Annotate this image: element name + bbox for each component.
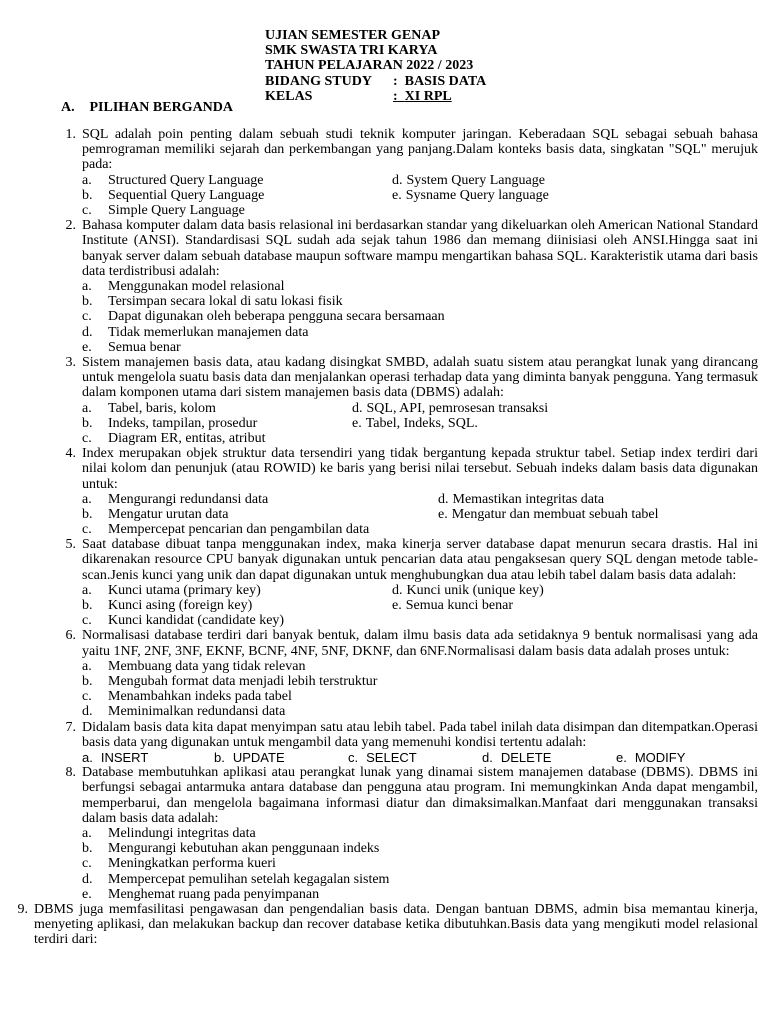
option-letter: a. (82, 826, 92, 841)
option-row (82, 325, 768, 340)
question-5 (0, 537, 768, 628)
option-row (82, 613, 768, 628)
option-text: Melindungi integritas data (108, 826, 256, 841)
option-letter: e. (82, 339, 92, 355)
question-number: 7. (65, 719, 76, 735)
option-d (392, 583, 544, 598)
option-c (348, 750, 482, 765)
answer-options (82, 826, 768, 902)
option-text: Mengubah format data menjadi lebih terstruktur (108, 674, 378, 690)
option-text: Tidak memerlukan manajemen data (108, 324, 309, 340)
question-number: 1. (65, 127, 76, 142)
question-text: Database membutuhkan aplikasi atau perangkat lunak yang dinamai sistem manajemen database (DBMS). DBMS ini berfungsi sebagai antarmuka antara database dan pengguna atau program. Ini memungkinkan Anda dapat mengambil, memperbarui, dan mengelola bagaimana informasi diatur dan dimaksimalkan.Manfaat dari menggunakan transaksi dalam basis data adalah: (82, 765, 758, 826)
option-text: Kunci utama (primary key) (108, 582, 261, 598)
option-text: Menggunakan model relasional (108, 278, 285, 294)
answer-options (82, 173, 768, 219)
question-text: Normalisasi database terdiri dari banyak bentuk, dalam ilmu basis data ada setidaknya 9 bentuk normalisasi yang ada yaitu 1NF, 2NF, 3NF, EKNF, BCNF, 4NF, 5NF, DKNF, dan 6NF.Normalisasi dalam basis data adalah proses untuk: (82, 628, 758, 659)
question-text: Saat database dibuat tanpa menggunakan index, maka kinerja server database dapat menurun secara drastis. Hal ini dikarenakan resource CPU banyak digunakan untuk pencarian data atau pengaksesan query SQL dengan metode table-scan.Jenis kunci yang unik dan dapat digunakan untuk menghubungkan dua atau lebih tabel dalam basis data adalah: (82, 537, 758, 583)
option-d (82, 704, 285, 719)
answer-options (82, 401, 768, 447)
option-e (82, 887, 319, 902)
option-row (82, 872, 768, 887)
option-text: Menambahkan indeks pada tabel (108, 689, 292, 705)
option-row (82, 416, 768, 431)
option-e (352, 416, 478, 431)
question-7 (0, 720, 768, 766)
question-4 (0, 446, 768, 537)
option-c (82, 522, 438, 537)
option-row (82, 431, 768, 446)
question-number: 6. (65, 628, 76, 644)
school-name: SMK SWASTA TRI KARYA (265, 43, 438, 59)
option-text: Kunci kandidat (candidate key) (108, 613, 285, 629)
option-a (82, 279, 285, 294)
option-text: Mempercepat pencarian dan pengambilan data (108, 522, 370, 538)
option-letter: e. (616, 750, 627, 765)
option-letter: c. (82, 202, 92, 218)
option-text: Sysname Query language (405, 187, 549, 203)
answer-options (82, 583, 768, 629)
option-text: Menghemat ruang pada penyimpanan (108, 886, 320, 902)
class-row (265, 89, 486, 104)
option-text: Semua benar (108, 339, 181, 355)
option-d (352, 401, 548, 416)
option-a (82, 826, 256, 841)
question-number: 5. (65, 537, 76, 553)
option-text: Memastikan integritas data (452, 491, 605, 507)
option-text: Membuang data yang tidak relevan (108, 658, 306, 674)
option-letter: b. (214, 750, 225, 765)
option-letter: d. (392, 582, 403, 598)
option-row (82, 841, 768, 856)
option-letter: a. (82, 491, 92, 507)
option-b (82, 674, 377, 689)
option-letter: a. (82, 582, 92, 598)
option-letter: d. (482, 750, 493, 765)
option-c (82, 613, 392, 628)
question-8 (0, 765, 768, 902)
option-row (82, 294, 768, 309)
answer-options (82, 279, 768, 355)
option-text: Tabel, baris, kolom (108, 400, 216, 416)
option-letter: d. (438, 491, 449, 507)
option-row (82, 507, 768, 522)
option-c (82, 689, 292, 704)
option-text: Mengurangi redundansi data (108, 491, 269, 507)
option-text: MODIFY (634, 750, 686, 765)
option-letter: c. (82, 309, 92, 325)
option-row (82, 598, 768, 613)
option-d (438, 492, 604, 507)
option-letter: a. (82, 278, 92, 294)
option-text: Meningkatkan performa kueri (108, 856, 276, 872)
question-text: Didalam basis data kita dapat menyimpan satu atau lebih tabel. Pada tabel inilah data disimpan dan ditempatkan.Operasi basis data yang digunakan untuk mengambil data yang memenuhi kondisi tertentu adalah: (82, 719, 758, 750)
class-value: XI RPL (404, 88, 452, 104)
option-c (82, 431, 352, 446)
option-row (82, 887, 768, 902)
option-row (82, 340, 768, 355)
option-letter: a. (82, 658, 92, 674)
answer-options (82, 750, 768, 765)
option-row (82, 750, 768, 765)
option-text: Dapat digunakan oleh beberapa pengguna secara bersamaan (108, 309, 445, 325)
option-c (82, 856, 276, 871)
question-1 (0, 127, 768, 218)
option-text: Mengatur urutan data (108, 506, 229, 522)
option-text: SQL, API, pemrosesan transaksi (366, 400, 549, 416)
option-letter: d. (82, 704, 93, 720)
option-row (82, 309, 768, 324)
exam-title: UJIAN SEMESTER GENAP (265, 28, 441, 43)
option-row (82, 401, 768, 416)
option-text: Kunci asing (foreign key) (108, 598, 253, 614)
option-letter: c. (348, 750, 359, 765)
option-letter: e. (82, 886, 92, 902)
option-c (82, 203, 392, 218)
option-text: Mempercepat pemulihan setelah kegagalan sistem (108, 871, 390, 887)
option-row (82, 492, 768, 507)
option-letter: e. (438, 506, 448, 522)
option-row (82, 583, 768, 598)
question-text: Bahasa komputer dalam data basis relasional ini berdasarkan standar yang dikeluarkan oleh American National Standard Institute (ANSI). Standardisasi SQL sudah ada sejak tahun 1986 dan memang diinisiasi oleh ANSI.Hingga saat ini banyak server dalam sebuah database maupun software mampu mengartikan bahasa SQL. Karakteristik utama dari basis data terdistribusi adalah: (82, 218, 758, 279)
option-a (82, 750, 214, 765)
question-6 (0, 628, 768, 719)
question-number: 3. (65, 354, 76, 370)
exam-header (265, 28, 486, 104)
option-letter: e. (352, 415, 362, 431)
option-letter: d. (82, 871, 93, 887)
option-letter: d. (392, 172, 403, 188)
class-separator: : (393, 88, 398, 104)
option-b (82, 598, 392, 613)
option-a (82, 583, 392, 598)
option-letter: a. (82, 750, 93, 765)
option-letter: c. (82, 430, 92, 446)
subject-label: BIDANG STUDY (265, 73, 372, 89)
option-b (214, 750, 348, 765)
option-letter: c. (82, 689, 92, 705)
option-b (82, 841, 379, 856)
subject-row (265, 74, 486, 89)
option-row (82, 188, 768, 203)
option-text: Kunci unik (unique key) (406, 582, 544, 598)
option-row (82, 856, 768, 871)
question-text: DBMS juga memfasilitasi pengawasan dan pengendalian basis data. Dengan bantuan DBMS, admin bisa memantau kinerja, menyeting aplikasi, dan melakukan backup dan recover database ketika dibutuhkan.Basis data yang mengikuti model relasional terdiri dari: (34, 901, 758, 948)
option-text: Semua kunci benar (405, 598, 514, 614)
option-letter: c. (82, 856, 92, 872)
option-d (392, 173, 545, 188)
option-a (82, 659, 305, 674)
option-b (82, 294, 343, 309)
option-text: Mengurangi kebutuhan akan penggunaan indeks (108, 841, 380, 857)
option-e (392, 598, 513, 613)
question-number: 4. (65, 446, 76, 462)
question-3 (0, 355, 768, 446)
option-letter: e. (392, 598, 402, 614)
option-c (82, 309, 445, 324)
option-e (82, 340, 181, 355)
option-text: Indeks, tampilan, prosedur (108, 415, 258, 431)
option-text: Structured Query Language (108, 172, 264, 188)
option-row (82, 704, 768, 719)
option-e (438, 507, 659, 522)
option-letter: c. (82, 522, 92, 538)
question-number: 8. (65, 765, 76, 781)
option-letter: b. (82, 674, 93, 690)
option-letter: b. (82, 598, 93, 614)
option-text: SELECT (366, 750, 417, 765)
option-b (82, 416, 352, 431)
option-text: Tabel, Indeks, SQL. (365, 415, 478, 431)
option-letter: a. (82, 400, 92, 416)
question-number: 9. (17, 901, 28, 917)
option-letter: b. (82, 841, 93, 857)
option-e (392, 188, 549, 203)
option-letter: e. (392, 187, 402, 203)
option-a (82, 173, 392, 188)
class-label: KELAS (265, 88, 313, 104)
option-text: Tersimpan secara lokal di satu lokasi fisik (108, 294, 343, 310)
option-a (82, 492, 438, 507)
option-letter: a. (82, 172, 92, 188)
option-text: Sequential Query Language (108, 187, 265, 203)
option-letter: b. (82, 506, 93, 522)
question-2 (0, 218, 768, 355)
option-e (616, 750, 685, 765)
academic-year: TAHUN PELAJARAN 2022 / 2023 (265, 58, 474, 74)
option-letter: b. (82, 294, 93, 310)
option-row (82, 826, 768, 841)
option-text: INSERT (100, 750, 149, 765)
option-row (82, 689, 768, 704)
section-heading (61, 100, 233, 115)
option-a (82, 401, 352, 416)
option-text: Meminimalkan redundansi data (108, 704, 286, 720)
option-letter: c. (82, 613, 92, 629)
option-letter: b. (82, 187, 93, 203)
option-row (82, 203, 768, 218)
option-letter: d. (82, 324, 93, 340)
option-text: Mengatur dan membuat sebuah tabel (451, 506, 659, 522)
option-letter: b. (82, 415, 93, 431)
option-row (82, 522, 768, 537)
option-d (82, 325, 308, 340)
option-text: DELETE (500, 750, 552, 765)
subject-separator: : (393, 73, 398, 89)
question-text: SQL adalah poin penting dalam sebuah studi teknik komputer jaringan. Keberadaan SQL sebagai sebuah bahasa pemrograman memiliki sejarah dan perkembangan yang panjang.Dalam konteks basis data, singkatan "SQL" merujuk pada: (82, 127, 758, 173)
question-number: 2. (65, 218, 76, 234)
option-text: Simple Query Language (108, 202, 245, 218)
section-number: A. (61, 100, 75, 115)
option-b (82, 507, 438, 522)
answer-options (82, 659, 768, 720)
question-text: Sistem manajemen basis data, atau kadang disingkat SMBD, adalah suatu sistem atau perangkat lunak yang dirancang untuk mengelola suatu basis data dan menjalankan operasi terhadap data yang diminta banyak pengguna. Yang termasuk dalam komponen utama dari sistem manajemen basis data (DBMS) adalah: (82, 354, 758, 401)
question-9 (0, 902, 768, 948)
option-letter: d. (352, 400, 363, 416)
option-row (82, 659, 768, 674)
option-b (82, 188, 392, 203)
subject-value: BASIS DATA (404, 73, 487, 89)
option-text: Diagram ER, entitas, atribut (108, 430, 266, 446)
question-list (0, 127, 768, 948)
option-row (82, 173, 768, 188)
option-d (82, 872, 389, 887)
option-text: System Query Language (406, 172, 545, 188)
option-d (482, 750, 616, 765)
option-row (82, 279, 768, 294)
question-text: Index merupakan objek struktur data tersendiri yang tidak bergantung kepada struktur tabel. Setiap index terdiri dari nilai kolom dan penunjuk (atau ROWID) ke baris yang berisi nilai tersebut. Sebuah indeks dalam basis data digunakan untuk: (82, 446, 758, 492)
option-row (82, 674, 768, 689)
answer-options (82, 492, 768, 538)
option-text: UPDATE (232, 750, 285, 765)
section-title: PILIHAN BERGANDA (89, 100, 234, 115)
